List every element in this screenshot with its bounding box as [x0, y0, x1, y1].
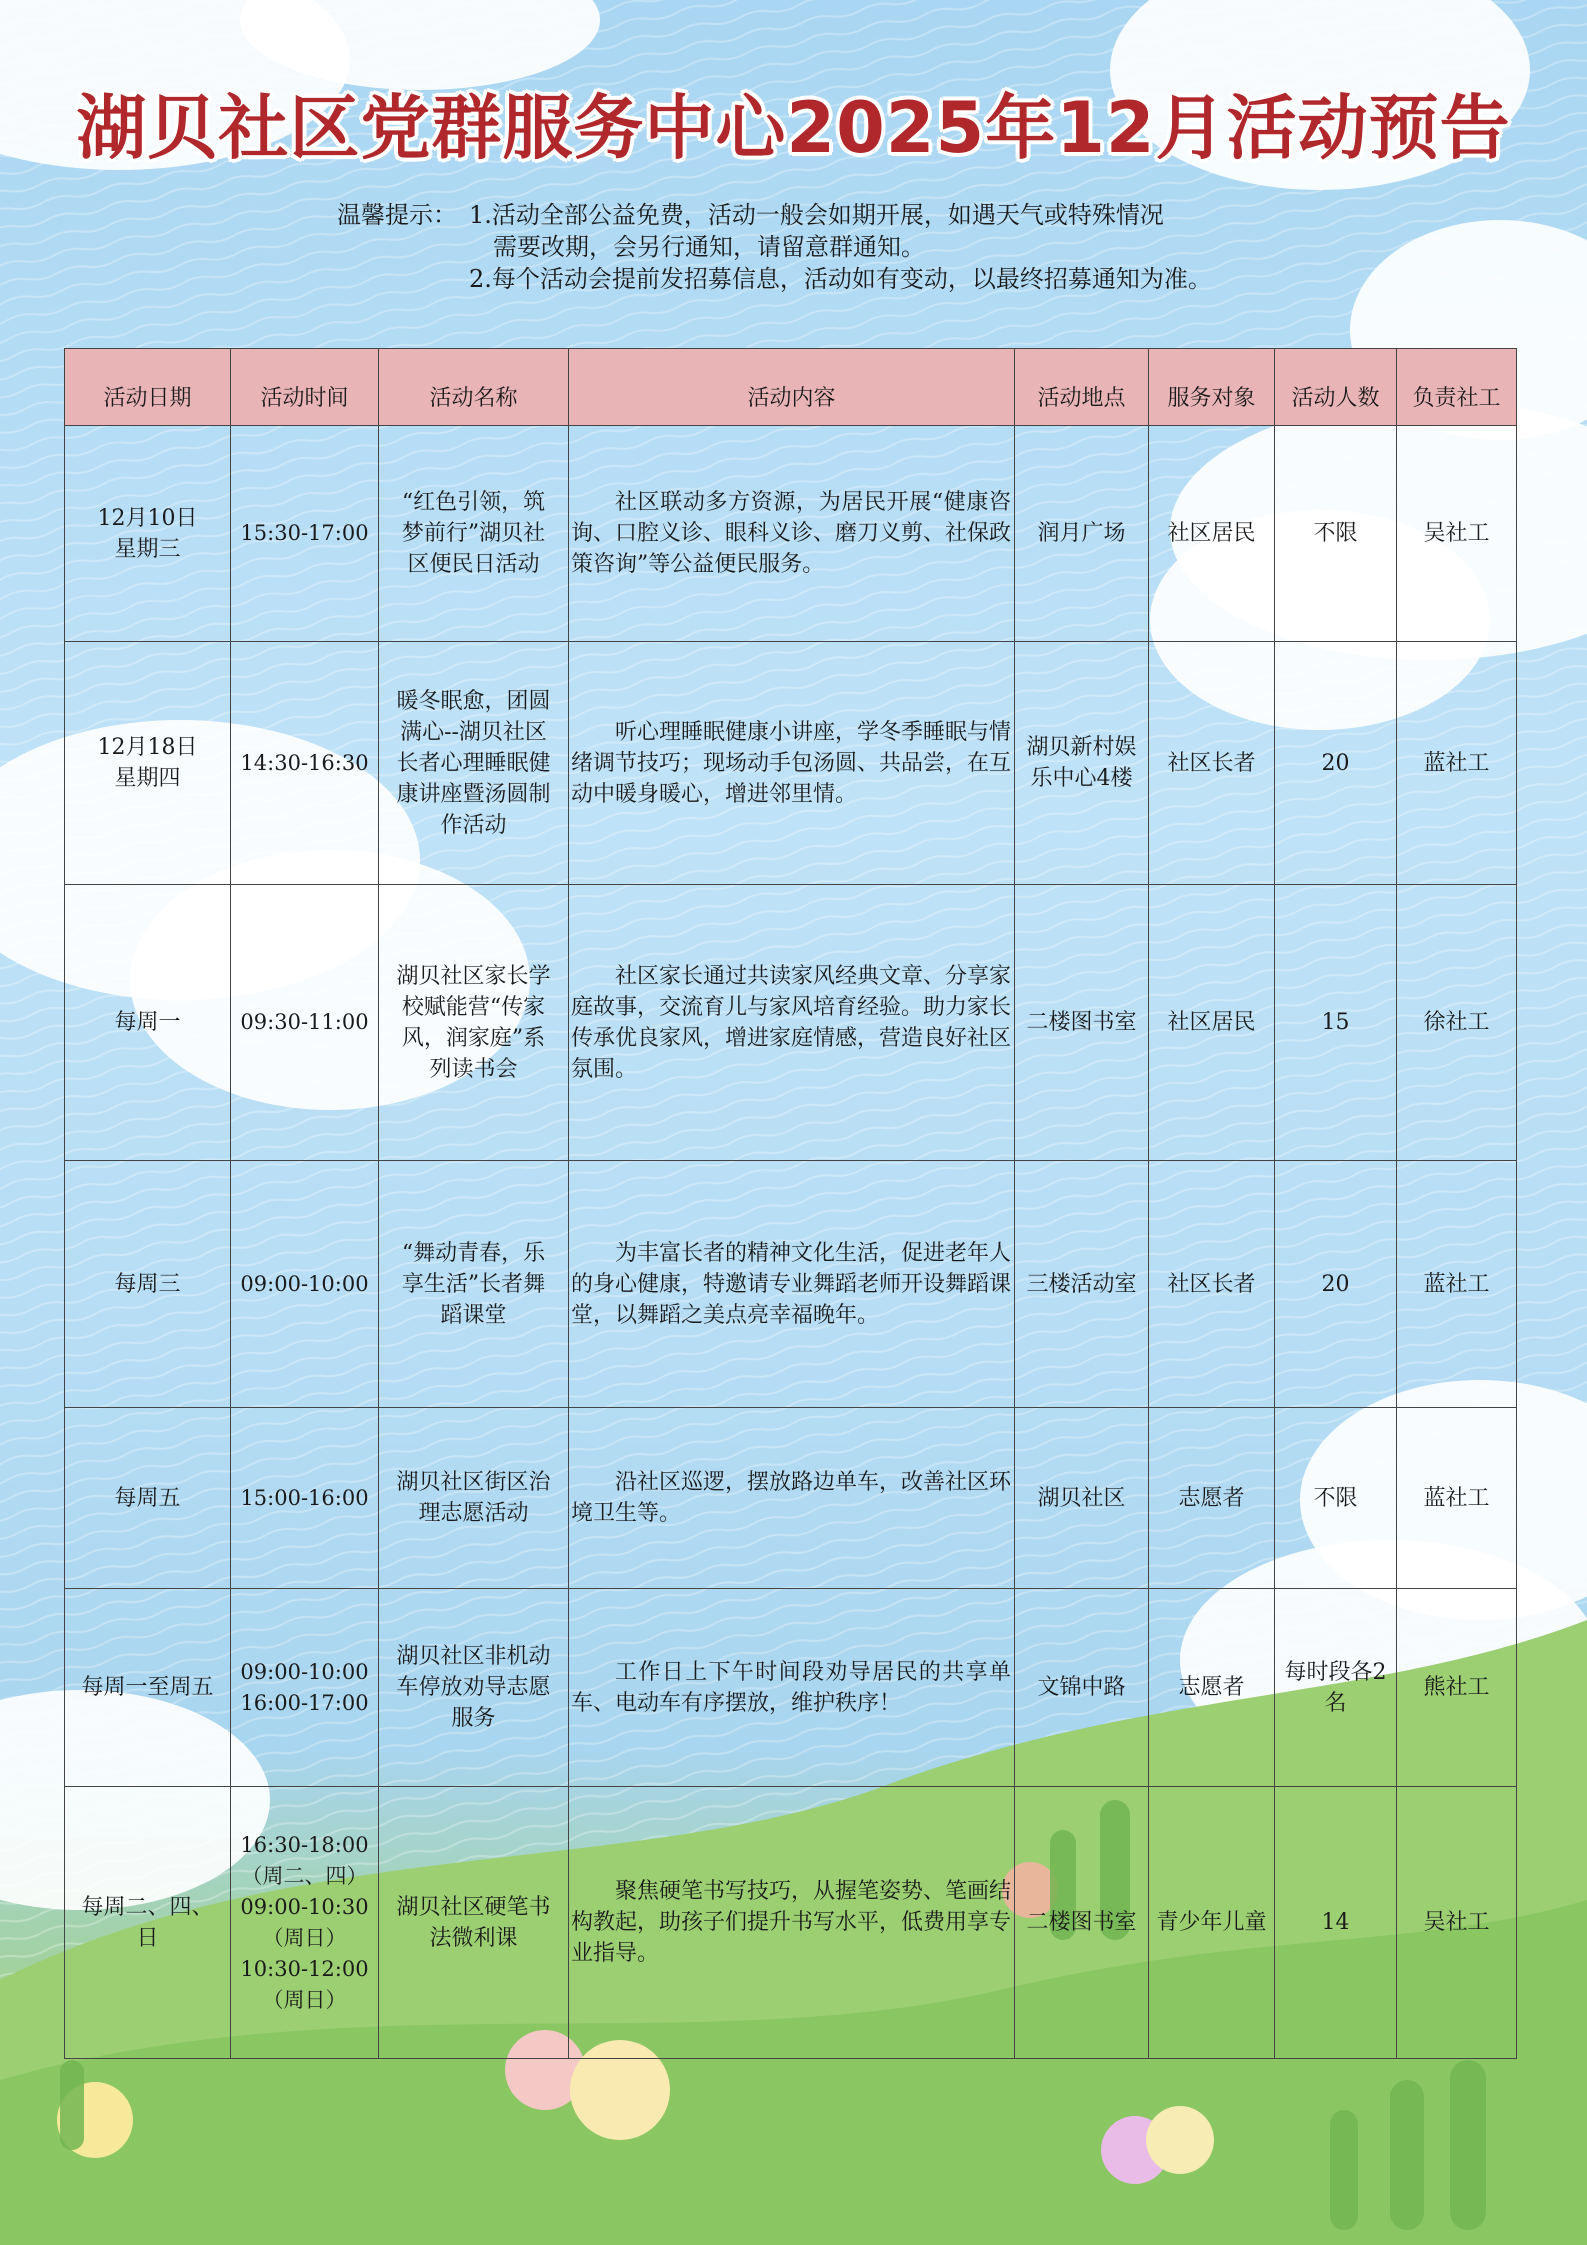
time-cell — [231, 426, 379, 642]
worker-cell: 吴社工 — [1397, 1787, 1517, 2059]
location-line: 乐中心4楼 — [1030, 766, 1133, 791]
table-header-row — [65, 349, 1517, 426]
content-cell: 听心理睡眠健康小讲座，学冬季睡眠与情绪调节技巧；现场动手包汤圆、共品尝，在互动中暖身暖心，增进邻里情。 — [569, 642, 1015, 885]
time-line: （周日） — [262, 1925, 347, 1950]
count-line: 每时段各2 — [1284, 1659, 1387, 1685]
location-line: 湖贝社区 — [1037, 1485, 1126, 1511]
activity-table — [64, 348, 1517, 2059]
date-cell — [65, 426, 231, 642]
name-line: 梦前行”湖贝社 — [401, 521, 546, 546]
time-line: 09:00-10:00 — [240, 1271, 369, 1296]
audience-cell: 社区长者 — [1149, 642, 1275, 885]
count-line: 不限 — [1313, 521, 1358, 546]
table-row — [65, 1408, 1517, 1589]
time-line: 16:00-17:00 — [240, 1690, 369, 1715]
name-line: “舞动青春，乐 — [401, 1240, 546, 1266]
location-line: 润月广场 — [1037, 521, 1126, 546]
location-cell — [1015, 1589, 1149, 1787]
worker-cell: 蓝社工 — [1397, 1161, 1517, 1408]
audience-cell: 社区居民 — [1149, 885, 1275, 1161]
notice-line: 需要改期，会另行通知，请留意群通知。 — [493, 233, 925, 261]
location-line: 文锦中路 — [1037, 1675, 1126, 1700]
date-cell — [65, 1787, 231, 2059]
count-line: 14 — [1321, 1910, 1350, 1935]
location-cell — [1015, 426, 1149, 642]
name-cell — [379, 642, 569, 885]
table-row — [65, 426, 1517, 642]
worker-cell: 蓝社工 — [1397, 642, 1517, 885]
location-line: 二楼图书室 — [1026, 1910, 1137, 1935]
column-header: 活动名称 — [379, 349, 569, 426]
name-line: 长者心理睡眠健 — [396, 750, 551, 776]
location-line: 二楼图书室 — [1026, 1010, 1137, 1035]
time-line: 09:00-10:30 — [240, 1894, 369, 1919]
content-cell: 为丰富长者的精神文化生活，促进老年人的身心健康，特邀请专业舞蹈老师开设舞蹈课堂，以舞蹈之美点亮幸福晚年。 — [569, 1161, 1015, 1408]
location-cell — [1015, 1408, 1149, 1589]
content-cell: 聚焦硬笔书写技巧，从握笔姿势、笔画结构教起，助孩子们提升书写水平，低费用享专业指导。 — [569, 1787, 1015, 2059]
notice-line: 2.每个活动会提前发招募信息，活动如有变动，以最终招募通知为准。 — [469, 265, 1212, 293]
count-line: 名 — [1324, 1690, 1347, 1716]
name-line: 区便民日活动 — [407, 552, 540, 577]
column-header: 活动时间 — [231, 349, 379, 426]
table-row — [65, 1161, 1517, 1408]
name-line: 车停放劝导志愿 — [396, 1675, 551, 1700]
worker-cell: 徐社工 — [1397, 885, 1517, 1161]
date-line: 每周三 — [114, 1271, 181, 1297]
date-cell — [65, 1589, 231, 1787]
date-cell — [65, 642, 231, 885]
date-line: 日 — [136, 1925, 159, 1951]
date-line: 星期三 — [114, 536, 181, 562]
page-title: 湖贝社区党群服务中心2025年12月活动预告 — [76, 87, 1511, 169]
date-line: 12月18日 — [97, 735, 198, 760]
time-line: 16:30-18:00 — [240, 1832, 369, 1857]
name-cell — [379, 885, 569, 1161]
worker-cell: 蓝社工 — [1397, 1408, 1517, 1589]
name-line: 暖冬眠愈，团圆 — [396, 688, 551, 714]
location-cell — [1015, 1787, 1149, 2059]
time-line: （周二、四） — [241, 1863, 368, 1888]
count-line: 20 — [1321, 1271, 1350, 1297]
time-line: 10:30-12:00 — [240, 1956, 369, 1981]
column-header: 活动内容 — [569, 349, 1015, 426]
audience-cell: 志愿者 — [1149, 1589, 1275, 1787]
time-line: 15:30-17:00 — [240, 521, 369, 545]
table-row — [65, 885, 1517, 1161]
name-line: 理志愿活动 — [418, 1501, 529, 1526]
worker-cell: 吴社工 — [1397, 426, 1517, 642]
name-line: 湖贝社区家长学 — [396, 963, 551, 989]
count-cell — [1275, 1589, 1397, 1787]
date-line: 每周一 — [114, 1010, 181, 1035]
count-cell — [1275, 426, 1397, 642]
audience-cell: 社区长者 — [1149, 1161, 1275, 1408]
content-cell: 社区家长通过共读家风经典文章、分享家庭故事，交流育儿与家风培育经验。助力家长传承优良家风，增进家庭情感，营造良好社区氛围。 — [569, 885, 1015, 1161]
date-cell — [65, 885, 231, 1161]
location-line: 湖贝新村娱 — [1026, 735, 1137, 760]
notice-label: 温馨提示： — [337, 201, 457, 229]
column-header: 活动地点 — [1015, 349, 1149, 426]
count-line: 不限 — [1313, 1485, 1358, 1511]
date-cell — [65, 1161, 231, 1408]
audience-cell: 志愿者 — [1149, 1408, 1275, 1589]
count-cell — [1275, 1787, 1397, 2059]
date-line: 12月10日 — [97, 505, 198, 531]
time-cell — [231, 1408, 379, 1589]
count-cell — [1275, 885, 1397, 1161]
name-line: 湖贝社区非机动 — [396, 1644, 551, 1669]
name-line: 康讲座暨汤圆制 — [396, 781, 551, 807]
time-cell — [231, 1161, 379, 1408]
location-cell — [1015, 642, 1149, 885]
time-line: （周日） — [262, 1987, 347, 2012]
name-line: “红色引领，筑 — [401, 490, 546, 515]
name-line: 享生活”长者舞 — [401, 1271, 546, 1297]
name-cell — [379, 1161, 569, 1408]
time-cell — [231, 642, 379, 885]
name-line: 作活动 — [440, 812, 507, 838]
column-header: 活动人数 — [1275, 349, 1397, 426]
date-line: 星期四 — [114, 766, 181, 791]
count-cell — [1275, 642, 1397, 885]
worker-cell: 熊社工 — [1397, 1589, 1517, 1787]
time-line: 09:30-11:00 — [240, 1010, 369, 1034]
name-line: 湖贝社区硬笔书 — [396, 1894, 551, 1920]
name-line: 服务 — [451, 1706, 496, 1731]
name-line: 湖贝社区街区治 — [396, 1470, 551, 1495]
content-cell: 社区联动多方资源，为居民开展“健康咨询、口腔义诊、眼科义诊、磨刀义剪、社保政策咨询”等公益便民服务。 — [569, 426, 1015, 642]
location-cell — [1015, 885, 1149, 1161]
column-header: 服务对象 — [1149, 349, 1275, 426]
name-cell — [379, 1589, 569, 1787]
name-line: 风，润家庭”系 — [401, 1025, 546, 1051]
name-line: 蹈课堂 — [440, 1302, 507, 1328]
date-line: 每周一至周五 — [81, 1675, 214, 1700]
time-cell — [231, 885, 379, 1161]
time-cell — [231, 1787, 379, 2059]
name-line: 法微利课 — [429, 1925, 518, 1951]
audience-cell: 青少年儿童 — [1149, 1787, 1275, 2059]
location-cell — [1015, 1161, 1149, 1408]
name-cell — [379, 1787, 569, 2059]
content-cell: 工作日上下午时间段劝导居民的共享单车、电动车有序摆放，维护秩序！ — [569, 1589, 1015, 1787]
location-line: 三楼活动室 — [1026, 1271, 1137, 1297]
table-row — [65, 642, 1517, 885]
time-cell — [231, 1589, 379, 1787]
content-cell: 沿社区巡逻，摆放路边单车，改善社区环境卫生等。 — [569, 1408, 1015, 1589]
count-cell — [1275, 1161, 1397, 1408]
name-line: 列读书会 — [429, 1056, 518, 1082]
time-line: 15:00-16:00 — [240, 1485, 369, 1510]
column-header: 活动日期 — [65, 349, 231, 426]
date-cell — [65, 1408, 231, 1589]
name-cell — [379, 426, 569, 642]
name-cell — [379, 1408, 569, 1589]
count-line: 15 — [1321, 1010, 1350, 1035]
table-row — [65, 1589, 1517, 1787]
column-header: 负责社工 — [1397, 349, 1517, 426]
notice-line: 1.活动全部公益免费，活动一般会如期开展，如遇天气或特殊情况 — [469, 201, 1164, 229]
name-line: 校赋能营“传家 — [401, 994, 546, 1020]
name-line: 满心--湖贝社区 — [400, 719, 547, 745]
count-cell — [1275, 1408, 1397, 1589]
count-line: 20 — [1321, 750, 1350, 776]
table-row — [65, 1787, 1517, 2059]
time-line: 09:00-10:00 — [240, 1659, 369, 1684]
date-line: 每周二、四、 — [81, 1894, 214, 1920]
audience-cell: 社区居民 — [1149, 426, 1275, 642]
time-line: 14:30-16:30 — [240, 750, 369, 775]
date-line: 每周五 — [114, 1485, 181, 1511]
